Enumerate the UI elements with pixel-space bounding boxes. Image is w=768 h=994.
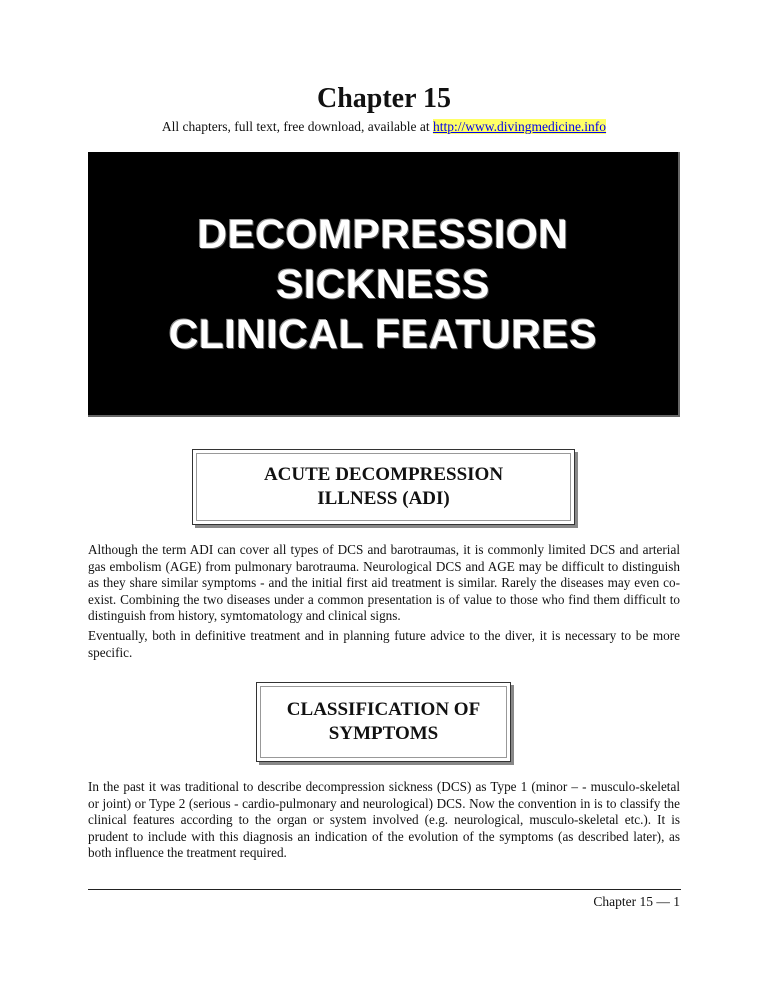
download-note-text: All chapters, full text, free download, available at [161,119,433,134]
section-heading-adi-line-2: ILLNESS (ADI) [317,488,450,509]
chapter-title: Chapter 15 [316,83,452,114]
divingmedicine-link[interactable]: http://www.divingmedicine.info [432,119,607,134]
banner-line-1: DECOMPRESSION [197,210,569,257]
classification-paragraph: In the past it was traditional to describe decompression sickness (DCS) as Type 1 (minor – - musculo-skeletal or joint) or Type 2 (serious - cardio-pulmonary and neurological) DCS. Now the convention in is to classify the clinical features according to the organ or system involved (e.g. neurological, musculo-skeletal etc.). It is prudent to include with this diagnosis an indication of the evolution of the symptoms (as described later), as both influence the treatment required. [88,779,680,860]
section-heading-classification-line-1: CLASSIFICATION OF [286,699,481,720]
download-note [0,118,768,136]
adi-paragraph-2: Eventually, both in definitive treatment and in planning future advice to the diver, it is necessary to be more specific. [88,628,680,660]
banner-line-2: SICKNESS [276,260,490,307]
chapter-banner [88,152,680,417]
footer-divider [88,889,681,890]
section-heading-classification [256,682,511,762]
banner-line-3: CLINICAL FEATURES [168,310,598,357]
page-number: Chapter 15 — 1 [593,894,680,909]
section-heading-adi-line-1: ACUTE DECOMPRESSION [263,464,504,485]
section-heading-adi [192,449,575,525]
adi-paragraph-1: Although the term ADI can cover all types of DCS and barotraumas, it is commonly limited DCS and arterial gas embolism (AGE) from pulmonary barotrauma. Neurological DCS and AGE may be difficult to distinguish as they share similar symptoms - and the initial first aid treatment is similar. Rarely the diseases may even co-exist. Combining the two diseases under a common presentation is of value to those who find them difficult to distinguish from history, symtomatology and clinical signs. [88,542,680,623]
section-heading-classification-line-2: SYMPTOMS [328,723,439,744]
